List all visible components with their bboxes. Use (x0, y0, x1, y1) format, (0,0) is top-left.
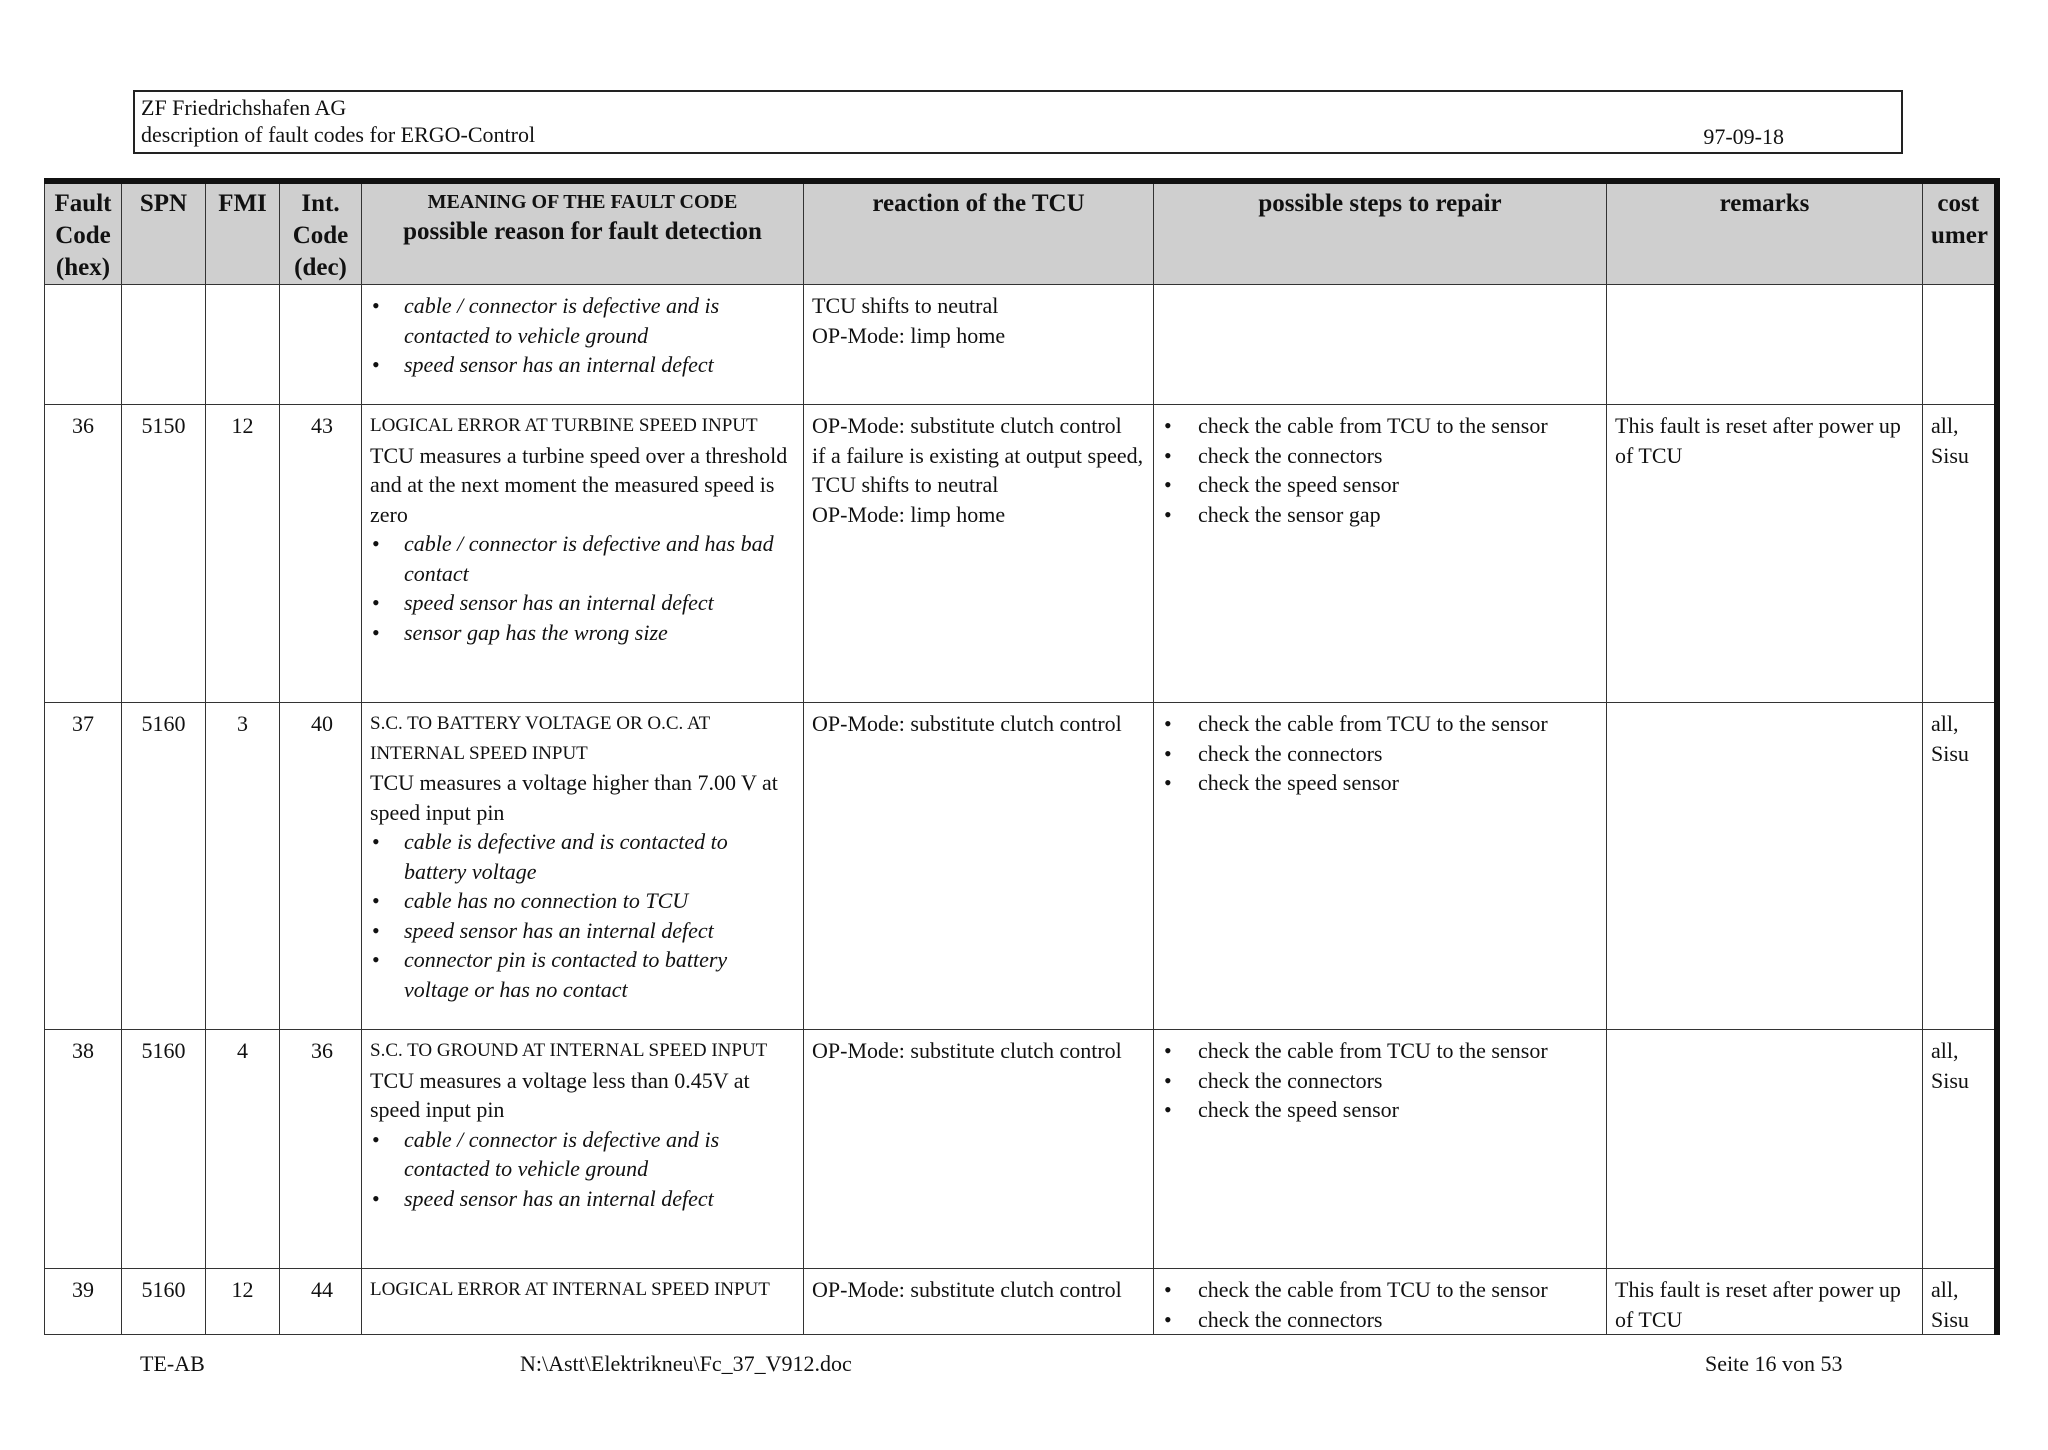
int-code-cell: 44 (280, 1269, 362, 1335)
remarks-cell: This fault is reset after power up of TCU (1607, 1269, 1923, 1335)
repair-item: • check the cable from TCU to the sensor (1162, 1036, 1598, 1066)
fault-code-cell: 39 (45, 1269, 122, 1335)
meaning-cell (362, 1030, 804, 1269)
repair-list (1162, 709, 1598, 798)
reason-list (370, 529, 795, 647)
column-header-remarks: remarks (1607, 181, 1923, 285)
fmi-cell: 12 (206, 1269, 280, 1335)
column-header-spn: SPN (122, 181, 206, 285)
reason-item: • sensor gap has the wrong size (370, 618, 795, 648)
remarks-cell: This fault is reset after power up of TCU (1607, 405, 1923, 703)
repair-cell (1154, 703, 1607, 1030)
customer-cell: all, Sisu (1923, 405, 1997, 703)
reaction-cell (804, 1269, 1154, 1335)
column-header-int-code: Int. Code (dec) (280, 181, 362, 285)
fmi-cell: 12 (206, 405, 280, 703)
table-row (45, 1269, 1997, 1335)
reaction-cell (804, 1030, 1154, 1269)
fault-code-cell: 38 (45, 1030, 122, 1269)
reason-item: • speed sensor has an internal defect (370, 350, 795, 380)
footer-page-number: Seite 16 von 53 (1705, 1351, 1843, 1376)
reaction-line: OP-Mode: substitute clutch control (812, 1038, 1122, 1063)
meaning-cell (362, 405, 804, 703)
repair-item: • check the connectors (1162, 441, 1598, 471)
repair-list (1162, 411, 1598, 529)
reaction-line: OP-Mode: substitute clutch control (812, 1277, 1122, 1302)
fault-description: TCU measures a turbine speed over a threshold and at the next moment the measured speed is zero (370, 442, 788, 527)
reaction-cell (804, 285, 1154, 405)
column-header-meaning: MEANING OF THE FAULT CODE possible reason for fault detection (362, 181, 804, 285)
spn-cell: 5160 (122, 1030, 206, 1269)
fmi-cell: 4 (206, 1030, 280, 1269)
table-header-row (45, 181, 1997, 285)
repair-item: • check the speed sensor (1162, 768, 1598, 798)
reason-list (370, 1125, 795, 1214)
reason-list (370, 827, 795, 1004)
repair-item: • check the cable from TCU to the sensor (1162, 709, 1598, 739)
repair-cell (1154, 285, 1607, 405)
fault-title: LOGICAL ERROR AT INTERNAL SPEED INPUT (370, 1279, 770, 1300)
reason-item: • cable / connector is defective and is contacted to vehicle ground (370, 291, 795, 350)
fault-title: S.C. TO GROUND AT INTERNAL SPEED INPUT (370, 1040, 768, 1061)
document-description: description of fault codes for ERGO-Control (141, 122, 536, 147)
reaction-line: OP-Mode: substitute clutch control (812, 413, 1122, 438)
reaction-line: if a failure is existing at output speed, (812, 442, 1144, 468)
column-header-fault-code: Fault Code (hex) (45, 181, 122, 285)
fault-title: S.C. TO BATTERY VOLTAGE OR O.C. AT INTERNAL SPEED INPUT (370, 713, 710, 764)
repair-item: • check the connectors (1162, 739, 1598, 769)
customer-cell: all, Sisu (1923, 1269, 1997, 1335)
repair-item: • check the connectors (1162, 1066, 1598, 1096)
reaction-cell (804, 405, 1154, 703)
document-date: 97-09-18 (1703, 124, 1784, 149)
reason-list (370, 291, 795, 380)
column-header-customer: cost umer (1923, 181, 1997, 285)
footer-file-path: N:\Astt\Elektrikneu\Fc_37_V912.doc (520, 1351, 852, 1376)
reason-item: • cable / connector is defective and has bad contact (370, 529, 795, 588)
fault-code-cell (45, 285, 122, 405)
remarks-cell (1607, 1030, 1923, 1269)
repair-item: • check the speed sensor (1162, 1095, 1598, 1125)
fmi-cell: 3 (206, 703, 280, 1030)
table-row (45, 1030, 1997, 1269)
repair-item: • check the connectors (1162, 1305, 1598, 1335)
repair-cell (1154, 1030, 1607, 1269)
table-row (45, 405, 1997, 703)
repair-item: • check the cable from TCU to the sensor (1162, 1275, 1598, 1305)
repair-list (1162, 1275, 1598, 1334)
reason-item: • speed sensor has an internal defect (370, 588, 795, 618)
footer-department: TE-AB (140, 1351, 205, 1376)
spn-cell: 5160 (122, 1269, 206, 1335)
customer-cell: all, Sisu (1923, 1030, 1997, 1269)
reaction-cell (804, 703, 1154, 1030)
customer-cell: all, Sisu (1923, 703, 1997, 1030)
customer-cell (1923, 285, 1997, 405)
repair-item: • check the sensor gap (1162, 500, 1598, 530)
reaction-line: OP-Mode: substitute clutch control (812, 711, 1122, 736)
spn-cell: 5150 (122, 405, 206, 703)
int-code-cell: 43 (280, 405, 362, 703)
repair-item: • check the speed sensor (1162, 470, 1598, 500)
meaning-cell (362, 703, 804, 1030)
reaction-line: OP-Mode: limp home (812, 501, 1006, 527)
fault-code-cell: 37 (45, 703, 122, 1030)
remarks-cell (1607, 703, 1923, 1030)
company-name: ZF Friedrichshafen AG (141, 95, 347, 120)
fault-code-cell: 36 (45, 405, 122, 703)
reason-item: • cable / connector is defective and is contacted to vehicle ground (370, 1125, 795, 1184)
fault-description: TCU measures a voltage higher than 7.00 V at speed input pin (370, 770, 778, 825)
reason-item: • speed sensor has an internal defect (370, 916, 795, 946)
reason-item: • cable has no connection to TCU (370, 886, 795, 916)
column-header-repair: possible steps to repair (1154, 181, 1607, 285)
remarks-cell (1607, 285, 1923, 405)
reason-item: • connector pin is contacted to battery voltage or has no contact (370, 945, 795, 1004)
repair-cell (1154, 405, 1607, 703)
document-header (133, 90, 1903, 154)
meaning-cell (362, 1269, 804, 1335)
fault-code-table (44, 178, 2000, 1335)
repair-cell (1154, 1269, 1607, 1335)
fault-title: LOGICAL ERROR AT TURBINE SPEED INPUT (370, 415, 758, 436)
meaning-cell (362, 285, 804, 405)
column-header-reaction: reaction of the TCU (804, 181, 1154, 285)
reaction-line: TCU shifts to neutral (812, 472, 999, 497)
int-code-cell: 40 (280, 703, 362, 1030)
reaction-line: TCU shifts to neutral (812, 293, 999, 318)
table-row (45, 285, 1997, 405)
spn-cell: 5160 (122, 703, 206, 1030)
repair-item: • check the cable from TCU to the sensor (1162, 411, 1598, 441)
spn-cell (122, 285, 206, 405)
column-header-fmi: FMI (206, 181, 280, 285)
repair-list (1162, 1036, 1598, 1125)
fault-description: TCU measures a voltage less than 0.45V at speed input pin (370, 1067, 750, 1122)
reason-item: • cable is defective and is contacted to battery voltage (370, 827, 795, 886)
int-code-cell: 36 (280, 1030, 362, 1269)
int-code-cell (280, 285, 362, 405)
reaction-line: OP-Mode: limp home (812, 322, 1006, 348)
table-row (45, 703, 1997, 1030)
reason-item: • speed sensor has an internal defect (370, 1184, 795, 1214)
fmi-cell (206, 285, 280, 405)
